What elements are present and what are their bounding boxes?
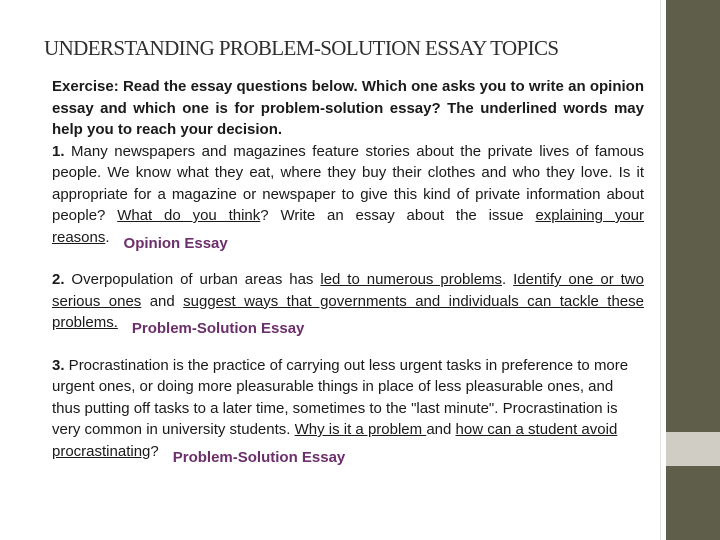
underlined-keyword: explaining your reasons — [52, 207, 644, 246]
exercise-text: Exercise: Read the essay questions below. Which one asks you to write an opinion essay and which one is for problem-solution essay? The underlined words may help you to reach your decision. — [52, 78, 644, 138]
question-number: 3. — [52, 356, 65, 374]
exercise-instructions — [52, 76, 644, 141]
underlined-keyword: Why is it a problem — [294, 421, 427, 438]
question-text: ? Write an essay about the issue — [260, 207, 536, 224]
question-3 — [52, 355, 644, 466]
decorative-sidebar — [666, 0, 720, 540]
answer-label: Problem-Solution Essay — [172, 448, 346, 466]
question-text: . — [105, 228, 110, 246]
underlined-keyword: Identify one or two serious ones — [52, 271, 644, 310]
underlined-keyword: suggest ways that governments and individuals can tackle these problems. — [52, 292, 644, 331]
underlined-keyword: how can a student avoid procrastinating — [52, 421, 618, 460]
divider-line — [660, 0, 661, 540]
question-text: and — [426, 421, 456, 438]
question-text: . — [502, 271, 514, 288]
answer-label: Opinion Essay — [123, 234, 228, 252]
question-text: Procrastination is the practice of carrying out less urgent tasks in preference to more urgent ones, or doing more pleasurable things in place of less pleasurable ones, and thus putting off tasks to a later time, sometimes to the "last minute". Procrastination is very common in university students. — [52, 356, 629, 438]
underlined-keyword: led to numerous problems — [320, 271, 503, 288]
question-text: Many newspapers and magazines feature stories about the private lives of famous people. We know what they eat, where they buy their clothes and who they love. Is it appropriate for a magazine or newspaper to give this kind of private information about people? — [52, 142, 644, 224]
question-number: 2. — [52, 271, 65, 288]
slide-title: UNDERSTANDING PROBLEM-SOLUTION ESSAY TOPICS — [44, 36, 559, 60]
sidebar-dark-block-bottom — [666, 466, 720, 540]
answer-label: Problem-Solution Essay — [131, 320, 305, 337]
question-text: and — [141, 292, 184, 310]
underlined-keyword: What do you think — [117, 207, 261, 224]
sidebar-dark-block-top — [666, 0, 720, 432]
question-1 — [52, 141, 644, 252]
slide-content — [52, 76, 644, 466]
question-2 — [52, 269, 644, 337]
question-text: Overpopulation of urban areas has — [64, 271, 321, 288]
question-text: ? — [150, 442, 159, 460]
question-number: 1. — [52, 142, 65, 160]
